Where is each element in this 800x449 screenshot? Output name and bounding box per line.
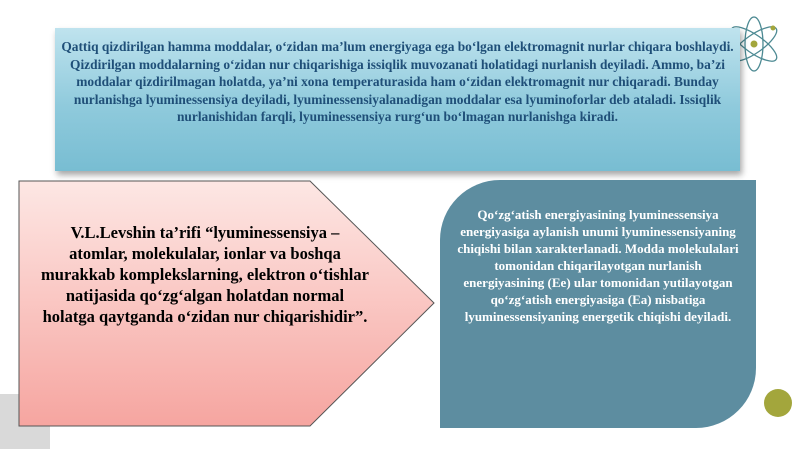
energy-yield-box [440, 180, 756, 428]
definition-arrow-box [18, 180, 436, 427]
top-text-box [55, 28, 740, 171]
top-paragraph: Qattiq qizdirilgan hamma moddalar, o‘zidan ma’lum energiyaga ega bo‘lgan elektromagnit nurlar chiqara boshlaydi. Qizdirilgan moddalarning o‘zidan nur chiqarishiga issiqlik muvozanati holatidagi nurlanish deyiladi. Ammo, ba’zi moddalar qizdirilmagan holatda, ya’ni xona temperaturasida ham o‘zidan elektromagnit nur chiqaradi. Bunday nurlanishga lyuminessensiya deyiladi, lyuminessensiyalanadigan moddalar esa lyuminoforlar deb ataladi. Issiqlik nurlanishidan farqli, lyuminessensiya rurg‘un bo‘lmagan nurlanishga kiradi. [61, 39, 734, 124]
energy-yield-text: Qo‘zg‘atish energiyasining lyuminessensiya energiyasiga aylanish unumi lyuminessensiyaning chiqishi bilan xarakterlanadi. Modda molekulalari tomonidan chiqarilayotgan nurlanish energiyasining (Ee) ular tomonidan yutilayotgan qo‘zg‘atish energiyasiga (Ea) nisbatiga lyuminessensiyaning energetik chiqishi deyiladi. [457, 207, 739, 324]
decorative-green-dot [764, 389, 792, 417]
levshin-definition-text: V.L.Levshin ta’rifi “lyuminessensiya – atomlar, molekulalar, ionlar va boshqa murakkab komplekslarning, elektron o‘tishlar natijasida qo‘zg‘algan holatdan normal holatga qaytganda o‘zidan nur chiqarishidir”. [41, 223, 369, 326]
